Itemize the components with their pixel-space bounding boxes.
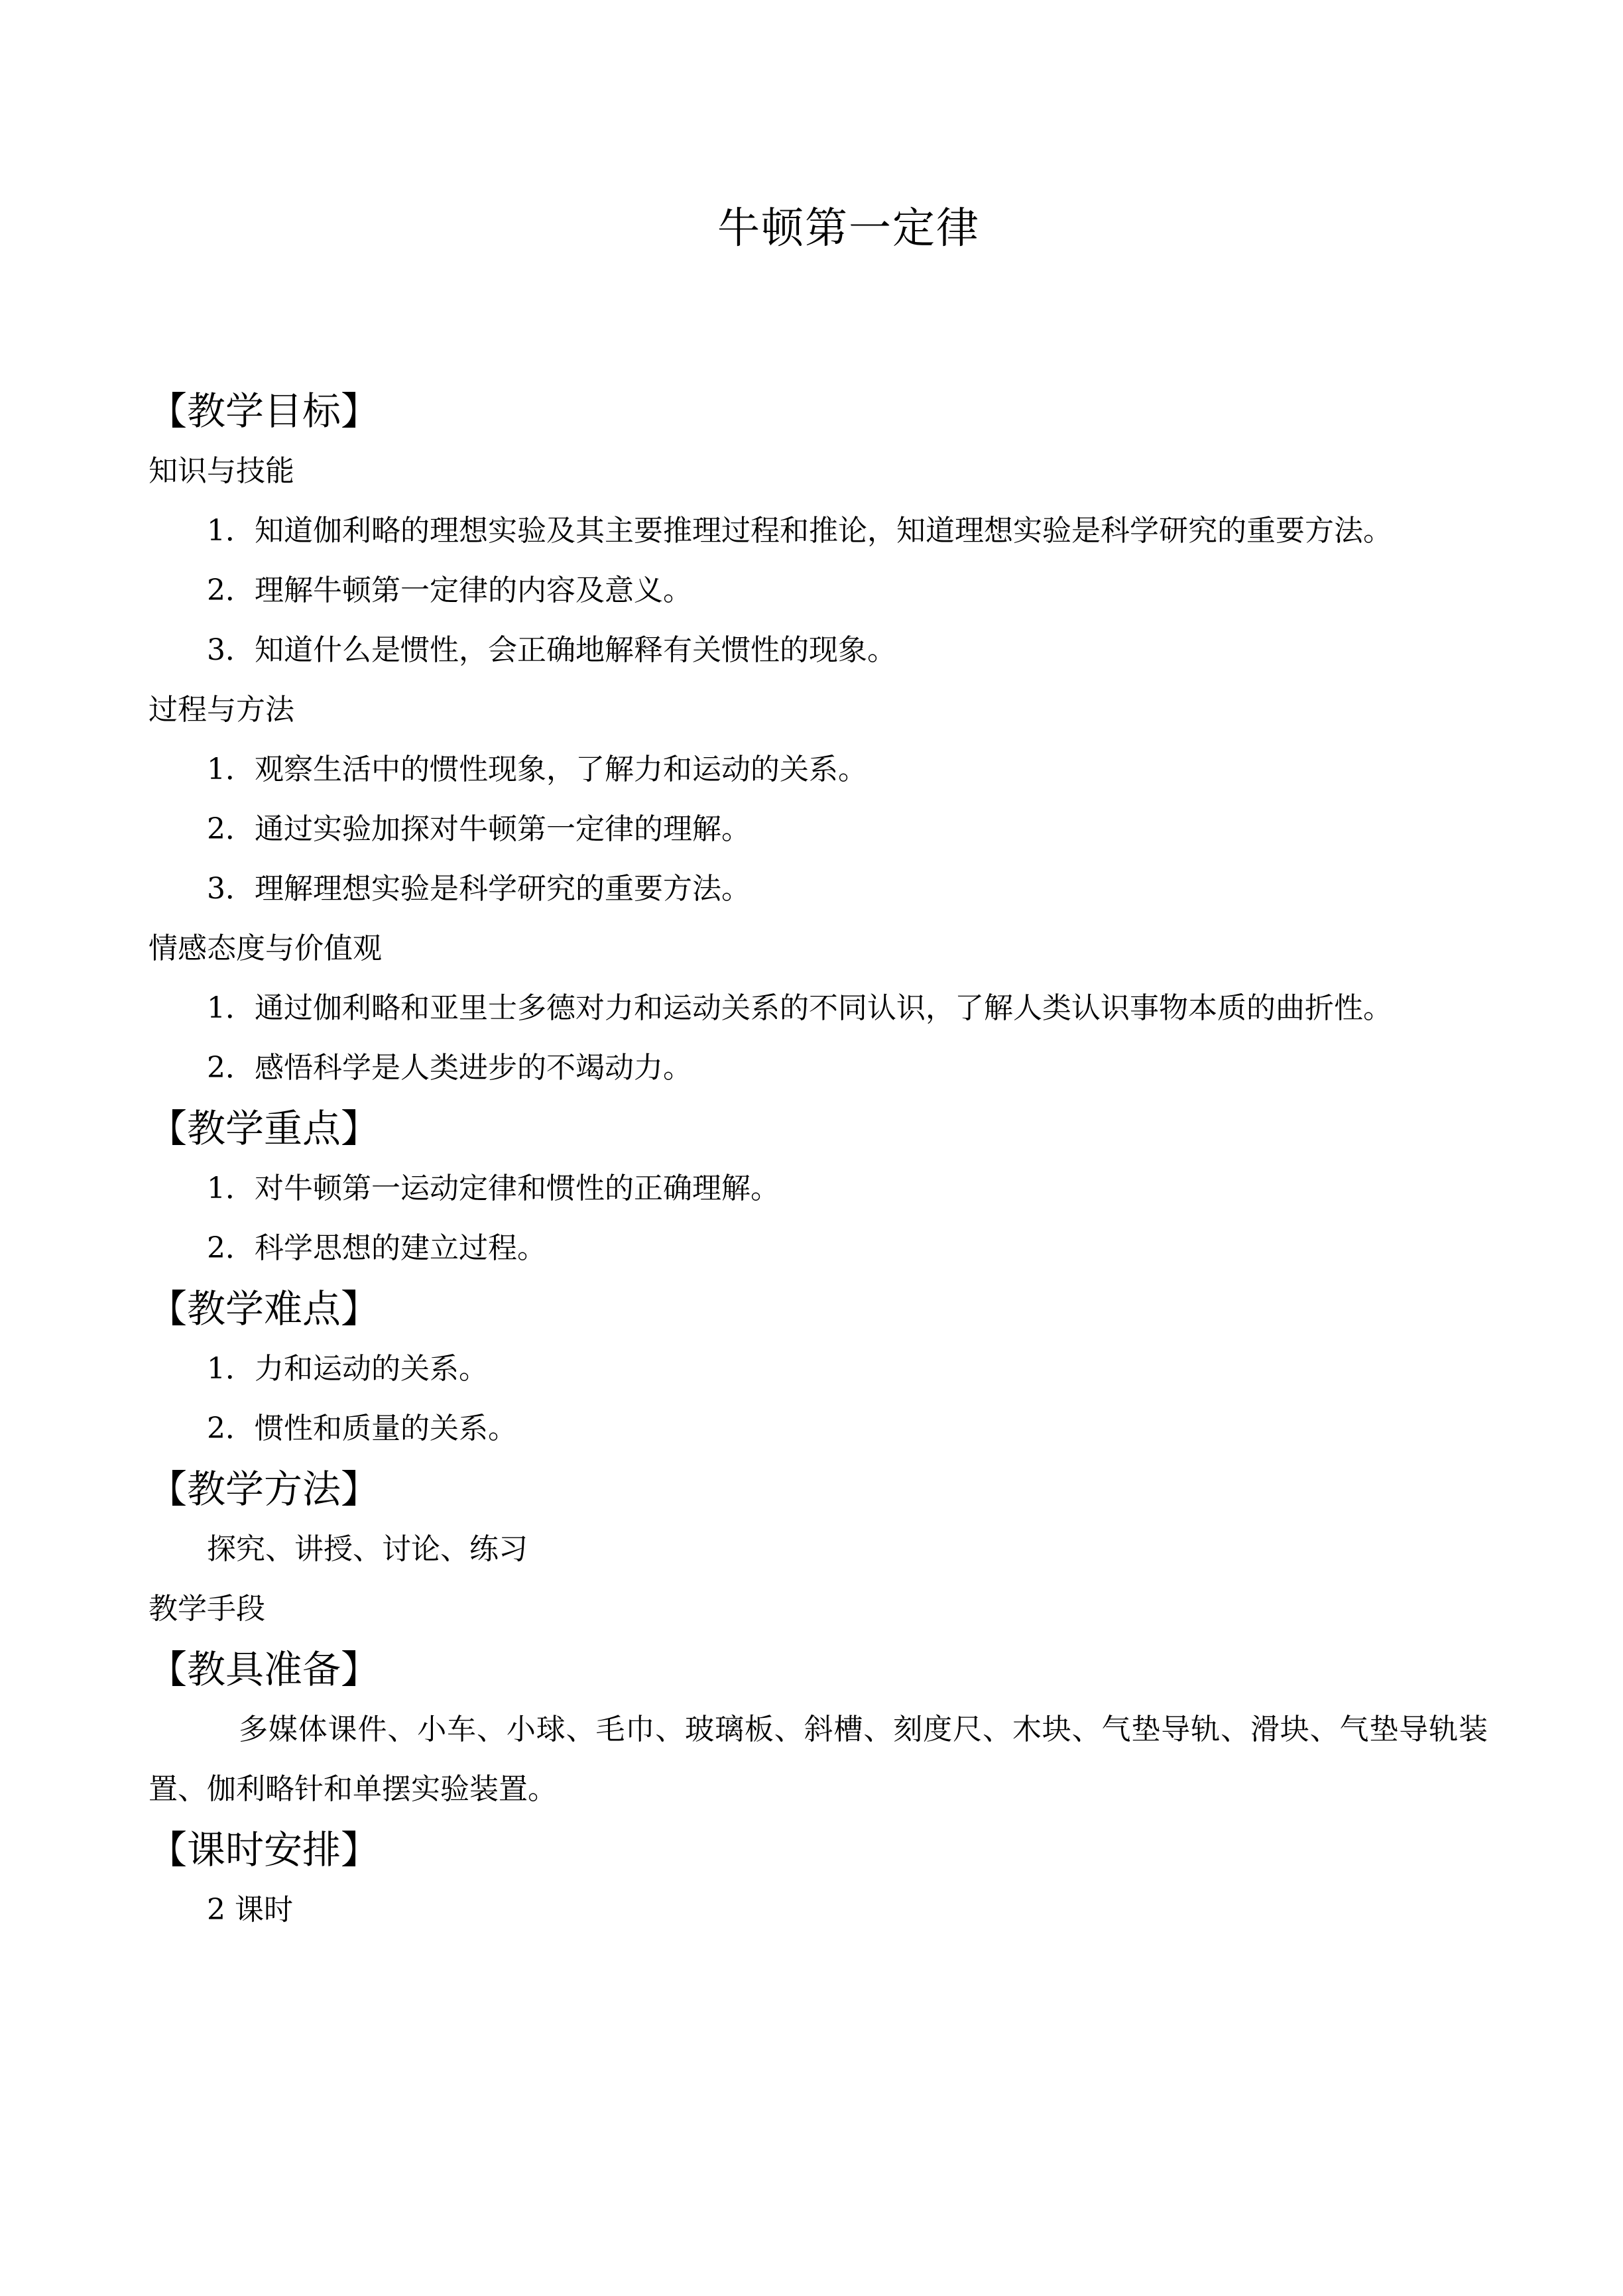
subheading-process: 过程与方法 [149, 693, 294, 727]
process-item-2: 2．通过实验加探对牛顿第一定律的理解。 [207, 812, 751, 846]
section-heading-schedule: 【课时安排】 [149, 1827, 380, 1872]
knowledge-item-2: 2．理解牛顿第一定律的内容及意义。 [207, 574, 692, 607]
schedule-text: 2 课时 [207, 1893, 293, 1927]
section-heading-methods: 【教学方法】 [149, 1467, 380, 1512]
subheading-teaching-means: 教学手段 [149, 1592, 265, 1626]
knowledge-item-3: 3．知道什么是惯性，会正确地解释有关惯性的现象。 [207, 633, 896, 667]
section-heading-objectives: 【教学目标】 [149, 389, 380, 434]
subheading-emotion: 情感态度与价值观 [149, 932, 382, 965]
section-heading-key-points: 【教学重点】 [149, 1106, 380, 1151]
difficulty-item-1: 1．力和运动的关系。 [207, 1352, 488, 1386]
emotion-item-1: 1．通过伽利略和亚里士多德对力和运动关系的不同认识，了解人类认识事物本质的曲折性。 [207, 991, 1392, 1025]
section-heading-equipment: 【教具准备】 [149, 1647, 380, 1692]
emotion-item-2: 2．感悟科学是人类进步的不竭动力。 [207, 1051, 692, 1085]
process-item-1: 1．观察生活中的惯性现象，了解力和运动的关系。 [207, 753, 867, 786]
document-body [149, 381, 1488, 1940]
page-title: 牛顿第一定律 [717, 204, 980, 253]
key-point-item-2: 2．科学思想的建立过程。 [207, 1231, 546, 1265]
process-item-3: 3．理解理想实验是科学研究的重要方法。 [207, 872, 751, 906]
difficulty-item-2: 2．惯性和质量的关系。 [207, 1412, 517, 1445]
methods-text: 探究、讲授、讨论、练习 [207, 1532, 528, 1566]
knowledge-item-1: 1．知道伽利略的理想实验及其主要推理过程和推论，知道理想实验是科学研究的重要方法。 [207, 514, 1392, 548]
equipment-text: 多媒体课件、小车、小球、毛巾、玻璃板、斜槽、刻度尺、木块、气垫导轨、滑块、气垫导轨装置、伽利略针和单摆实验装置。 [149, 1713, 1488, 1806]
subheading-knowledge: 知识与技能 [149, 454, 294, 488]
key-point-item-1: 1．对牛顿第一运动定律和惯性的正确理解。 [207, 1172, 780, 1205]
section-heading-difficulties: 【教学难点】 [149, 1286, 380, 1331]
